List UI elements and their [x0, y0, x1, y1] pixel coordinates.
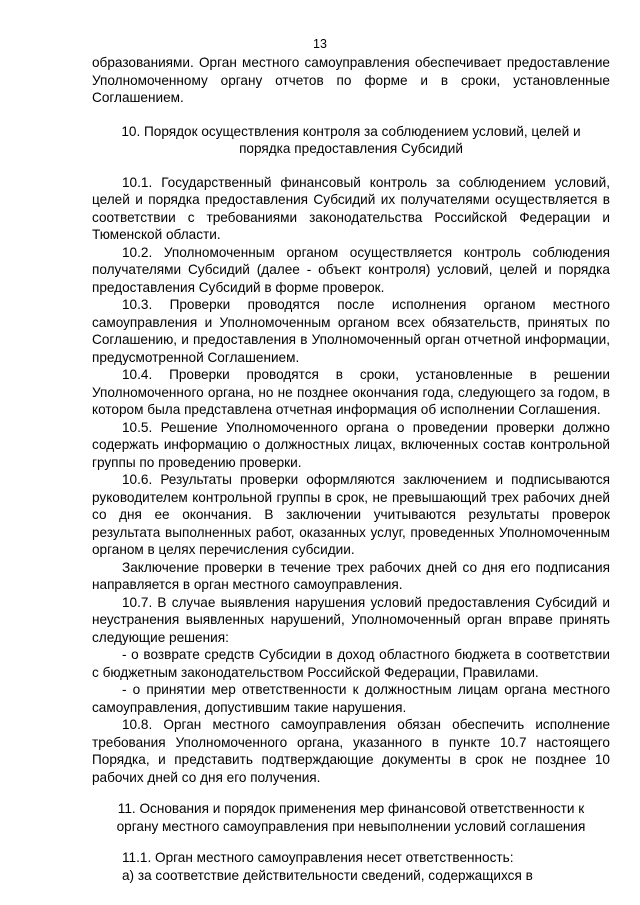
- paragraph-10-5: 10.5. Решение Уполномоченного органа о проведении проверки должно содержать информацию о должностных лицах, включенных состав контрольной группы по проведению проверки.: [92, 419, 610, 470]
- paragraph-10-7-item-a: - о возврате средств Субсидии в доход областного бюджета в соответствии с бюджетным законодательством Российской Федерации, Правилами.: [92, 647, 610, 680]
- paragraph-11-1: 11.1. Орган местного самоуправления несет ответственность:: [122, 850, 514, 865]
- paragraph-10-3: 10.3. Проверки проводятся после исполнения органом местного самоуправления и Уполномоченным органом всех обязательств, принятых по Соглашению, и предоставления в Уполномоченный орган отчетной информации, предусмотренной Соглашением.: [92, 297, 610, 365]
- paragraph-10-6: 10.6. Результаты проверки оформляются заключением и подписываются руководителем контрольной группы в срок, не превышающий трех рабочих дней со дня ее окончания. В заключении учитываются результаты проверок результата выполненных работ, оказанных услуг, проведенных Уполномоченным органом в целях перечисления субсидии.: [92, 472, 610, 557]
- document-body: [92, 54, 610, 884]
- paragraph-10-7-item-b: - о принятии мер ответственности к должностным лицам органа местного самоуправления, допустившим такие нарушения.: [92, 682, 610, 715]
- paragraph-10-2: 10.2. Уполномоченным органом осуществляется контроль соблюдения получателями Субсидий (далее - объект контроля) условий, целей и порядка предоставления Субсидий в форме проверок.: [92, 244, 610, 295]
- intro-paragraph: образованиями. Орган местного самоуправления обеспечивает предоставление Уполномоченному органу отчетов по форме и в сроки, установленные Соглашением.: [92, 55, 610, 105]
- paragraph-10-1: 10.1. Государственный финансовый контроль за соблюдением условий, целей и порядка предоставления Субсидий их получателями осуществляется в соответствии с требованиями законодательства Российской Федерации и Тюменской области.: [92, 174, 610, 242]
- section-10-heading: 10. Порядок осуществления контроля за соблюдением условий, целей и порядка предоставления Субсидий: [121, 123, 581, 156]
- paragraph-10-4: 10.4. Проверки проводятся в сроки, установленные в решении Уполномоченного органа, но не позднее окончания года, следующего за годом, в котором была представлена отчетная информация об исполнении Соглашения.: [92, 367, 610, 417]
- section-11-heading: 11. Основания и порядок применения мер финансовой ответственности к органу местного самоуправления при невыполнении условий соглашения: [116, 801, 586, 834]
- paragraph-10-8: 10.8. Орган местного самоуправления обязан обеспечить исполнение требования Уполномоченного органа, указанного в пункте 10.7 настоящего Порядка, и представить подтверждающие документы в срок не позднее 10 рабочих дней со дня его получения.: [92, 717, 610, 785]
- page-number: 13: [313, 37, 327, 51]
- paragraph-11-1-item-a: а) за соответствие действительности сведений, содержащихся в: [122, 867, 533, 883]
- paragraph-10-7: 10.7. В случае выявления нарушения условий предоставления Субсидий и неустранения выявленных нарушений, Уполномоченный орган вправе принять следующие решения:: [92, 594, 610, 645]
- paragraph-10-6-conclusion: Заключение проверки в течение трех рабочих дней со дня его подписания направляется в орган местного самоуправления.: [92, 559, 610, 592]
